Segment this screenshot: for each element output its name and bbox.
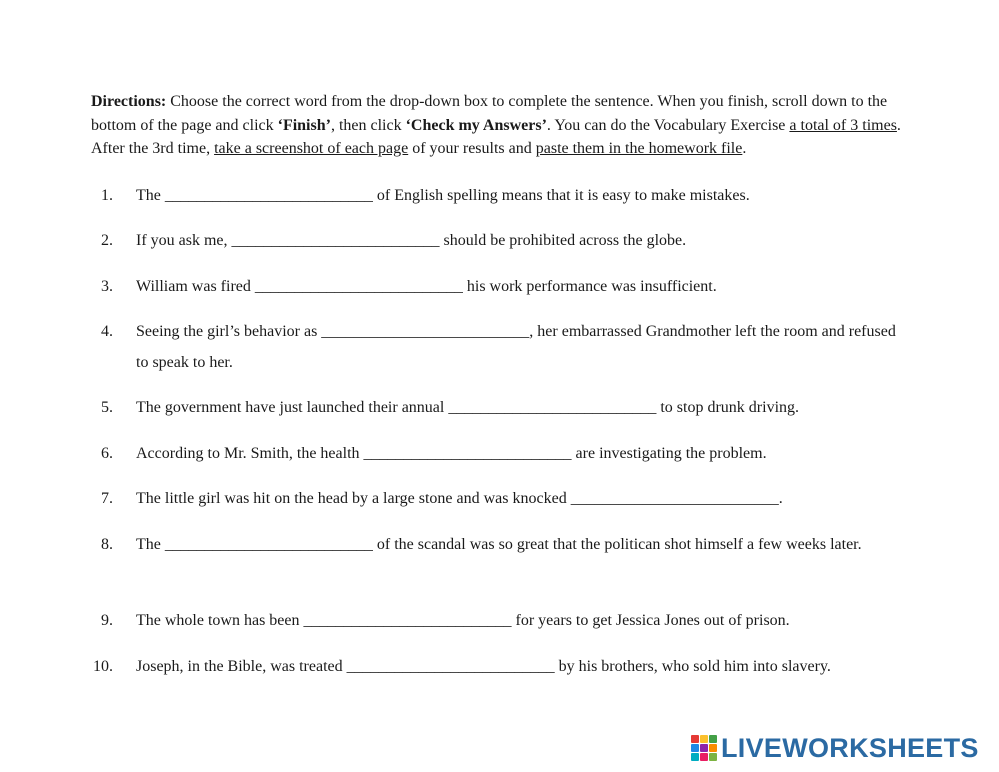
answer-blank[interactable]: __________________________	[321, 323, 530, 340]
answer-blank[interactable]: __________________________	[346, 658, 555, 675]
answer-blank[interactable]: __________________________	[254, 278, 463, 295]
directions-text: , then click	[330, 116, 406, 134]
answer-blank[interactable]: __________________________	[448, 399, 657, 416]
logo-grid-icon	[691, 735, 717, 761]
directions-text: .	[742, 140, 747, 157]
directions-text: . You can do the Vocabulary Exercise	[546, 116, 790, 134]
directions-text: . After the 3rd time,	[91, 116, 901, 157]
question-number: 2.	[101, 232, 113, 249]
question-number: 4.	[101, 323, 113, 340]
directions-text: Choose the correct word from the drop-down box to complete the sentence. When you finish, scroll down to the bottom of the page and click	[91, 93, 888, 134]
question-number: 8.	[101, 536, 113, 553]
question-text: The little girl was hit on the head by a large stone and was knocked __________________________.	[136, 490, 783, 507]
directions-text: of your results and	[408, 140, 536, 157]
question-item	[91, 316, 911, 378]
question-text: According to Mr. Smith, the health __________________________ are investigating the problem.	[136, 445, 767, 462]
question-number: 10.	[93, 658, 113, 675]
screenshot-note: take a screenshot of each page	[214, 140, 409, 157]
question-text: William was fired __________________________ his work performance was insufficient.	[136, 278, 717, 295]
paste-note: paste them in the homework file	[535, 140, 743, 157]
question-number: 9.	[101, 612, 113, 629]
question-text: Seeing the girl’s behavior as __________________________, her embarrassed Grandmother left the room and refused to speak to her.	[136, 323, 896, 371]
question-text: The government have just launched their annual __________________________ to stop drunk driving.	[136, 399, 800, 416]
answer-blank[interactable]: __________________________	[164, 536, 373, 553]
question-item	[91, 271, 911, 302]
answer-blank[interactable]: __________________________	[363, 445, 572, 462]
answer-blank[interactable]: __________________________	[164, 187, 373, 204]
question-number: 5.	[101, 399, 113, 416]
answer-blank[interactable]: __________________________	[231, 232, 440, 249]
question-item	[91, 605, 911, 636]
question-item	[91, 651, 911, 682]
question-number: 1.	[101, 187, 113, 204]
logo-text: LIVEWORKSHEETS	[721, 732, 979, 763]
question-text: The whole town has been __________________________ for years to get Jessica Jones out of prison.	[136, 612, 790, 629]
finish-keyword: ‘Finish’	[277, 116, 331, 134]
answer-blank[interactable]: __________________________	[303, 612, 512, 629]
question-item	[91, 180, 911, 211]
liveworksheets-logo[interactable]	[691, 732, 979, 764]
question-text: If you ask me, __________________________ should be prohibited across the globe.	[136, 232, 687, 249]
question-text: Joseph, in the Bible, was treated __________________________ by his brothers, who sold him into slavery.	[136, 658, 831, 675]
question-number: 3.	[101, 278, 113, 295]
question-item	[91, 225, 911, 256]
question-item	[91, 392, 911, 423]
check-answers-keyword: ‘Check my Answers’	[405, 116, 547, 134]
total-times-note: a total of 3 times	[789, 116, 897, 134]
directions-paragraph	[91, 90, 901, 161]
question-text: The __________________________ of the scandal was so great that the politican shot himself a few weeks later.	[136, 536, 862, 553]
question-item	[91, 529, 911, 560]
answer-blank[interactable]: __________________________	[570, 490, 779, 507]
question-item	[91, 438, 911, 469]
question-number: 7.	[101, 490, 113, 507]
question-number: 6.	[101, 445, 113, 462]
question-text: The __________________________ of English spelling means that it is easy to make mistakes.	[136, 187, 750, 204]
directions-label: Directions:	[91, 93, 167, 110]
question-item	[91, 483, 911, 514]
